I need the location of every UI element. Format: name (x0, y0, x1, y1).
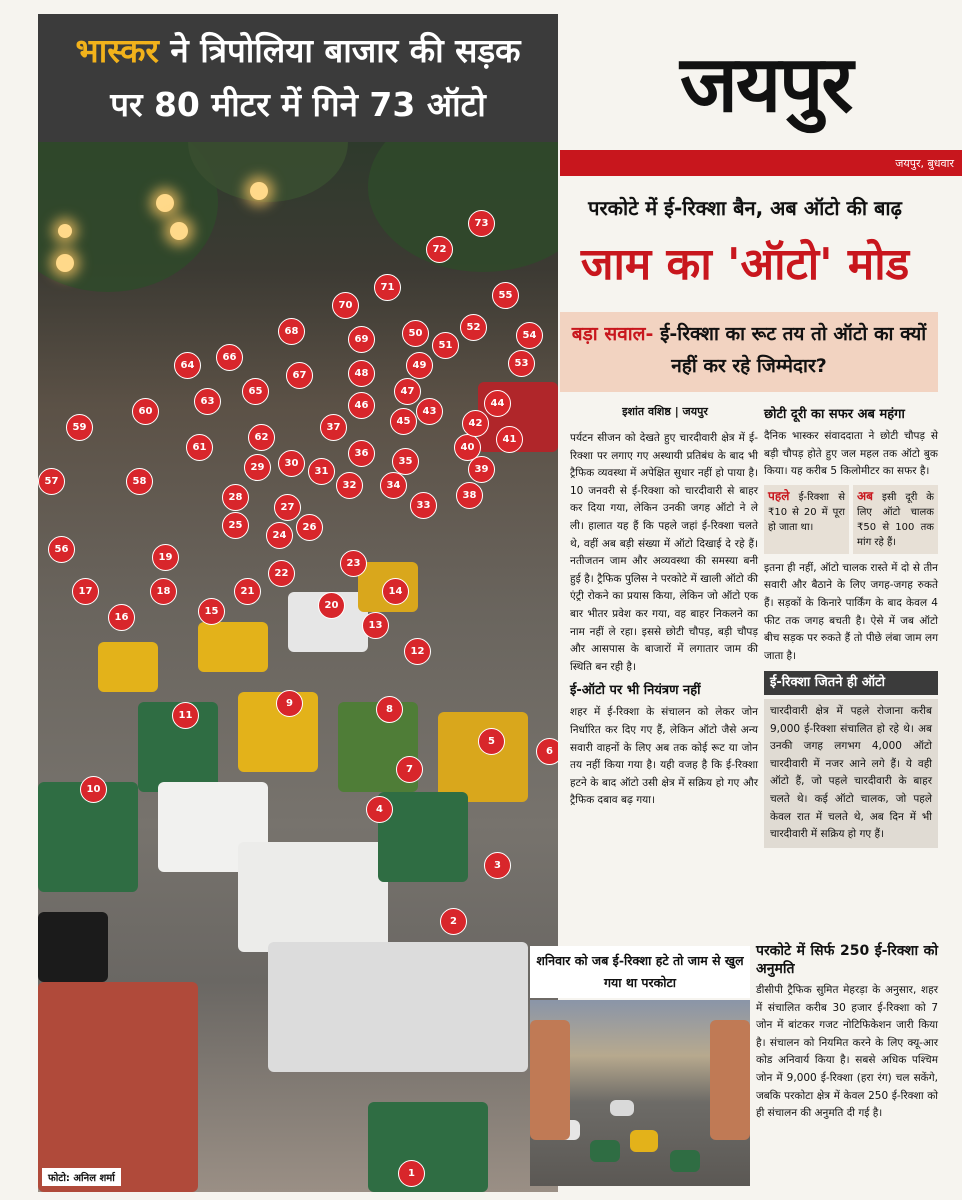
vehicle-marker: 47 (394, 378, 421, 405)
vehicle-marker: 55 (492, 282, 519, 309)
side-story-heading: परकोटे में सिर्फ 250 ई-रिक्शा को अनुमति (756, 943, 938, 977)
section-subhead: ई-ऑटो पर भी नियंत्रण नहीं (570, 683, 701, 699)
vehicle-marker: 11 (172, 702, 199, 729)
article-paragraph: शहर में ई-रिक्शा के संचालन को लेकर जोन निर्धारित कर दिए गए हैं, लेकिन ऑटो जैसे अन्य सवारी वाहनों के लिए अब तक कोई रूट या जोन तय नहीं किया गया है। यही वजह है कि ई-रिक्शा हटने के बाद ऑटो उसी क्षेत्र में सक्रिय हो गए और ट्रैफिक दबाव बढ़ गया। (570, 706, 758, 807)
vehicle-marker: 70 (332, 292, 359, 319)
vehicle-marker: 27 (274, 494, 301, 521)
vehicle-marker: 54 (516, 322, 543, 349)
vehicle-marker: 51 (432, 332, 459, 359)
vehicle-marker: 22 (268, 560, 295, 587)
vehicle-marker: 58 (126, 468, 153, 495)
vehicle-marker: 9 (276, 690, 303, 717)
vehicle-marker: 60 (132, 398, 159, 425)
article-paragraph: पर्यटन सीजन को देखते हुए चारदीवारी क्षेत्र में ई-रिक्शा पर लगाए गए अस्थायी प्रतिबंध के बाद भी ट्रैफिक व्यवस्था में अपेक्षित सुधार नहीं हो पाया है। 10 जनवरी से ई-रिक्शा को चारदीवारी से बाहर कर दिया गया, लेकिन उनकी जगह ऑटो ने ले ली। हालात यह हैं कि पहले जहां ई-रिक्शा चलते थे, वहीं अब बड़ी संख्या में ऑटो दिखाई दे रहे हैं। नतीजतन जाम और अव्यवस्था की समस्या बनी हुई है। ट्रैफिक पुलिस ने परकोटे में खाली ऑटो की एंट्री रोकने का प्रयास किया, लेकिन जो ऑटो एक बार भीतर प्रवेश कर गया, वह बाहर निकलने का नाम नहीं ले रहा। इससे छोटी चौपड़, बड़ी चौपड़ और आसपास के बाजारों में लगातार जाम की स्थिति बन रही है। (570, 432, 758, 673)
vehicle-marker: 12 (404, 638, 431, 665)
photo-headline (38, 14, 558, 142)
article-right-column (764, 400, 938, 848)
vehicle-marker: 48 (348, 360, 375, 387)
vehicle-marker: 2 (440, 908, 467, 935)
vehicle-marker: 45 (390, 408, 417, 435)
vehicle-marker: 42 (462, 410, 489, 437)
traffic-photo (38, 142, 558, 1192)
vehicle-marker: 38 (456, 482, 483, 509)
vehicle-marker: 73 (468, 210, 495, 237)
box-text: चारदीवारी क्षेत्र में पहले रोजाना करीब 9,000 ई-रिक्शा संचालित हो रहे थे। अब उनकी जगह लगभग 4,000 ऑटो चारदीवारी में नजर आने लगे हैं। ये वही ऑटो हैं, जो पहले चारदीवारी के बाहर चलते थे। कई ऑटो चालक, जो पहले केवल रात में चलते थे, अब दिन में भी चारदीवारी में सक्रिय हो गए हैं। (764, 699, 938, 848)
question-box (560, 312, 938, 392)
vehicle-marker: 29 (244, 454, 271, 481)
vehicle-marker: 43 (416, 398, 443, 425)
vehicle-marker: 5 (478, 728, 505, 755)
vehicle-marker: 50 (402, 320, 429, 347)
vehicle-marker: 30 (278, 450, 305, 477)
vehicle-marker: 6 (536, 738, 558, 765)
vehicle-marker: 36 (348, 440, 375, 467)
vehicle-marker: 23 (340, 550, 367, 577)
vehicle-marker: 1 (398, 1160, 425, 1187)
vehicle-marker: 67 (286, 362, 313, 389)
side-story (756, 936, 938, 1123)
vehicle-marker: 39 (468, 456, 495, 483)
vehicle-marker: 69 (348, 326, 375, 353)
vehicle-marker: 59 (66, 414, 93, 441)
vehicle-marker: 18 (150, 578, 177, 605)
masthead: जयपुर (680, 40, 852, 130)
vehicle-marker: 64 (174, 352, 201, 379)
vehicle-marker: 68 (278, 318, 305, 345)
article-paragraph: इतना ही नहीं, ऑटो चालक रास्ते में दो से तीन सवारी और बैठाने के लिए जगह-जगह रुकते हैं। सड़कों के किनारे पार्किंग के बाद केवल 4 फीट तक जगह बचती है। ऐसे में जब ऑटो बीच सड़क पर रुकते हैं तो पीछे लंबा जाम लग जाता है। (764, 561, 938, 662)
inset-photo (530, 1000, 750, 1186)
section-subhead: छोटी दूरी का सफर अब महंगा (764, 407, 905, 422)
fare-now (853, 485, 938, 554)
vehicle-marker: 63 (194, 388, 221, 415)
vehicle-marker: 20 (318, 592, 345, 619)
vehicle-marker: 34 (380, 472, 407, 499)
vehicle-marker: 56 (48, 536, 75, 563)
vehicle-marker: 4 (366, 796, 393, 823)
dateline-bar (560, 150, 962, 176)
vehicle-marker: 49 (406, 352, 433, 379)
vehicle-marker: 10 (80, 776, 107, 803)
vehicle-marker: 19 (152, 544, 179, 571)
vehicle-marker: 33 (410, 492, 437, 519)
vehicle-marker: 13 (362, 612, 389, 639)
fare-comparison (764, 485, 938, 554)
photo-credit: फोटो: अनिल शर्मा (42, 1168, 121, 1186)
vehicle-marker: 62 (248, 424, 275, 451)
fare-before (764, 485, 849, 554)
inset-caption: शनिवार को जब ई-रिक्शा हटे तो जाम से खुल गया था परकोटा (530, 946, 750, 998)
vehicle-marker: 46 (348, 392, 375, 419)
vehicle-marker: 21 (234, 578, 261, 605)
vehicle-marker: 71 (374, 274, 401, 301)
vehicle-marker: 65 (242, 378, 269, 405)
fare-now-label: अब (857, 488, 874, 503)
vehicle-marker: 37 (320, 414, 347, 441)
vehicle-marker: 66 (216, 344, 243, 371)
vehicle-marker: 14 (382, 578, 409, 605)
byline: इशांत वशिष्ठ | जयपुर (622, 405, 708, 418)
vehicle-marker: 3 (484, 852, 511, 879)
box-heading: ई-रिक्शा जितने ही ऑटो (764, 671, 938, 695)
brand-name: भास्कर (75, 31, 159, 70)
photo-headline-text: ने त्रिपोलिया बाजार की सड़क पर 80 मीटर में गिने 73 ऑटो (110, 31, 521, 124)
article-left-column (570, 430, 758, 810)
vehicle-marker: 16 (108, 604, 135, 631)
vehicle-marker: 44 (484, 390, 511, 417)
vehicle-marker: 31 (308, 458, 335, 485)
vehicle-marker: 25 (222, 512, 249, 539)
vehicle-marker: 26 (296, 514, 323, 541)
vehicle-marker: 41 (496, 426, 523, 453)
vehicle-marker: 15 (198, 598, 225, 625)
vehicle-marker: 72 (426, 236, 453, 263)
vehicle-marker: 7 (396, 756, 423, 783)
main-headline: जाम का 'ऑटो' मोड (580, 239, 910, 290)
vehicle-marker: 32 (336, 472, 363, 499)
dateline: जयपुर, बुधवार (895, 157, 954, 170)
vehicle-marker: 17 (72, 578, 99, 605)
fare-before-label: पहले (768, 488, 790, 503)
vehicle-marker: 24 (266, 522, 293, 549)
vehicle-marker: 57 (38, 468, 65, 495)
vehicle-marker: 53 (508, 350, 535, 377)
question-label: बड़ा सवाल- (571, 323, 654, 345)
side-story-text: डीसीपी ट्रैफिक सुमित मेहरड़ा के अनुसार, शहर में संचालित करीब 30 हजार ई-रिक्शा को 7 जोन में बांटकर गजट नोटिफिकेशन जारी किया है। संचालन को नियमित करने के लिए क्यू-आर कोड अनिवार्य किया है। सबसे अधिक पश्चिम जोन में 9,000 ई-रिक्शा (हरा रंग) चल सकेंगे, जबकि परकोटा क्षेत्र में केवल 250 ई-रिक्शा को ही संचालन की अनुमति दी गई है। (756, 984, 938, 1120)
vehicle-marker: 52 (460, 314, 487, 341)
fare-before-text: ई-रिक्शा से ₹10 से 20 में पूरा हो जाता था। (768, 491, 845, 533)
kicker-headline: परकोटे में ई-रिक्शा बैन, अब ऑटो की बाढ़ (588, 196, 902, 220)
vehicle-marker: 35 (392, 448, 419, 475)
vehicle-marker: 40 (454, 434, 481, 461)
question-text: ई-रिक्शा का रूट तय तो ऑटो का क्यों नहीं कर रहे जिम्मेदार? (653, 323, 927, 377)
vehicle-marker: 61 (186, 434, 213, 461)
vehicle-marker: 28 (222, 484, 249, 511)
vehicle-marker: 8 (376, 696, 403, 723)
article-paragraph: दैनिक भास्कर संवाददाता ने छोटी चौपड़ से बड़ी चौपड़ होते हुए जल महल तक ऑटो बुक किया। यह करीब 5 किलोमीटर का सफर है। (764, 430, 938, 478)
fare-now-text: इसी दूरी के लिए ऑटो चालक ₹50 से 100 तक मांग रहे हैं। (857, 491, 934, 548)
